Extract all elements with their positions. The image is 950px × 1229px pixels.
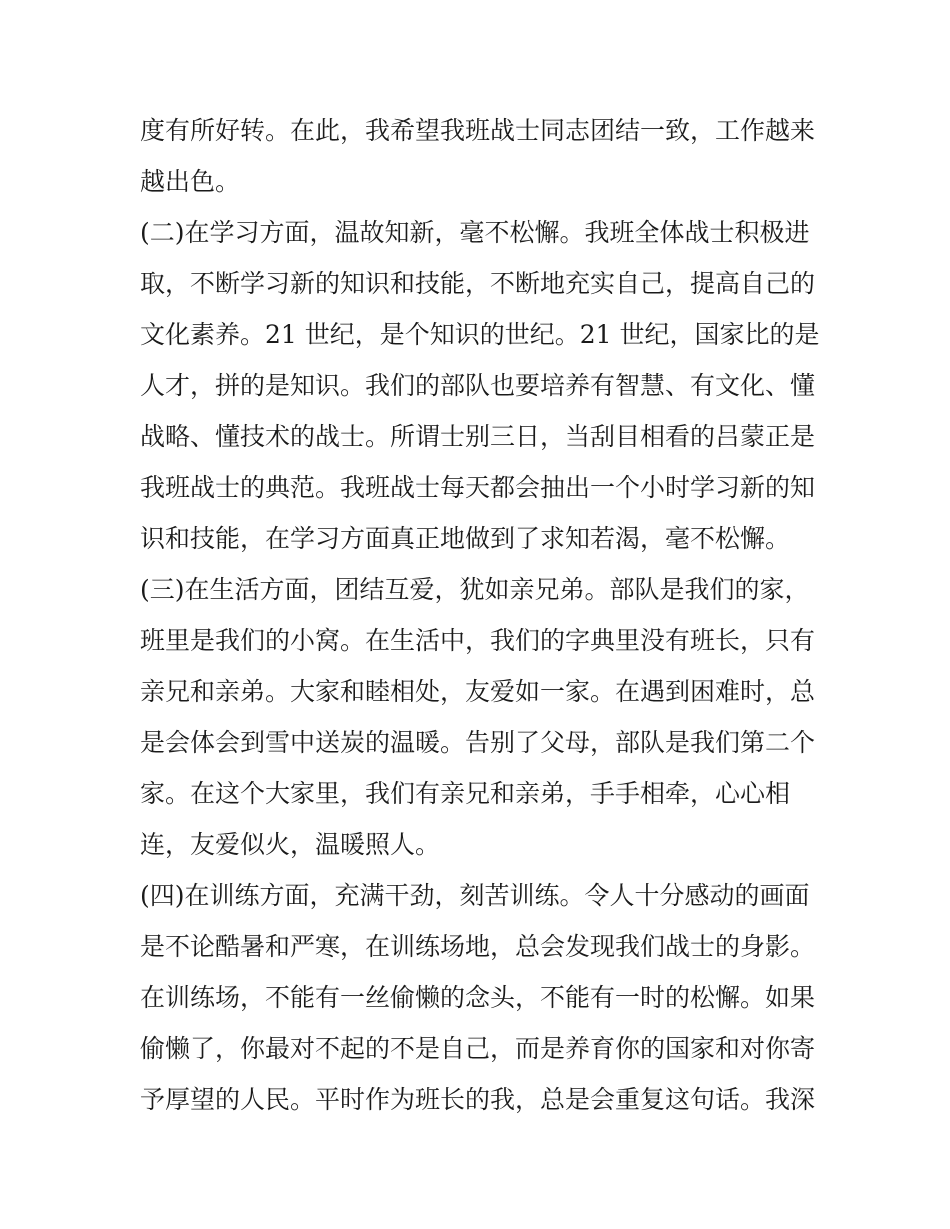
text-line: 人才，拼的是知识。我们的部队也要培养有智慧、有文化、懂 (140, 371, 816, 400)
text-line: 亲兄和亲弟。大家和睦相处，友爱如一家。在遇到困难时，总 (140, 677, 816, 706)
document-body (140, 105, 820, 1125)
text-line: 识和技能，在学习方面真正地做到了求知若渴，毫不松懈。 (140, 524, 791, 553)
text-line: (四)在训练方面，充满干劲，刻苦训练。令人十分感动的画面 (140, 881, 810, 910)
text-line: 在训练场，不能有一丝偷懒的念头，不能有一时的松懈。如果 (140, 983, 816, 1012)
text-line: 战略、懂技术的战士。所谓士别三日，当刮目相看的吕蒙正是 (140, 422, 816, 451)
text-line: 连，友爱似火，温暖照人。 (140, 830, 441, 859)
text-line: (二)在学习方面，温故知新，毫不松懈。我班全体战士积极进 (140, 218, 810, 247)
text-line: 予厚望的人民。平时作为班长的我，总是会重复这句话。我深 (140, 1085, 816, 1114)
text-line: 偷懒了，你最对不起的不是自己，而是养育你的国家和对你寄 (140, 1034, 816, 1063)
text-line: 越出色。 (140, 167, 241, 196)
text-line: 度有所好转。在此，我希望我班战士同志团结一致，工作越来 (140, 116, 816, 145)
text-line: 取，不断学习新的知识和技能，不断地充实自己，提高自己的 (140, 269, 816, 298)
text-line: (三)在生活方面，团结互爱，犹如亲兄弟。部队是我们的家， (140, 575, 810, 604)
text-line: 是不论酷暑和严寒，在训练场地，总会发现我们战士的身影。 (140, 932, 816, 961)
text-line: 班里是我们的小窝。在生活中，我们的字典里没有班长，只有 (140, 626, 816, 655)
text-line: 我班战士的典范。我班战士每天都会抽出一个小时学习新的知 (140, 473, 816, 502)
text-line: 文化素养。21 世纪，是个知识的世纪。21 世纪，国家比的是 (140, 320, 820, 349)
text-line: 是会体会到雪中送炭的温暖。告别了父母，部队是我们第二个 (140, 728, 816, 757)
text-line: 家。在这个大家里，我们有亲兄和亲弟，手手相牵，心心相 (140, 779, 791, 808)
